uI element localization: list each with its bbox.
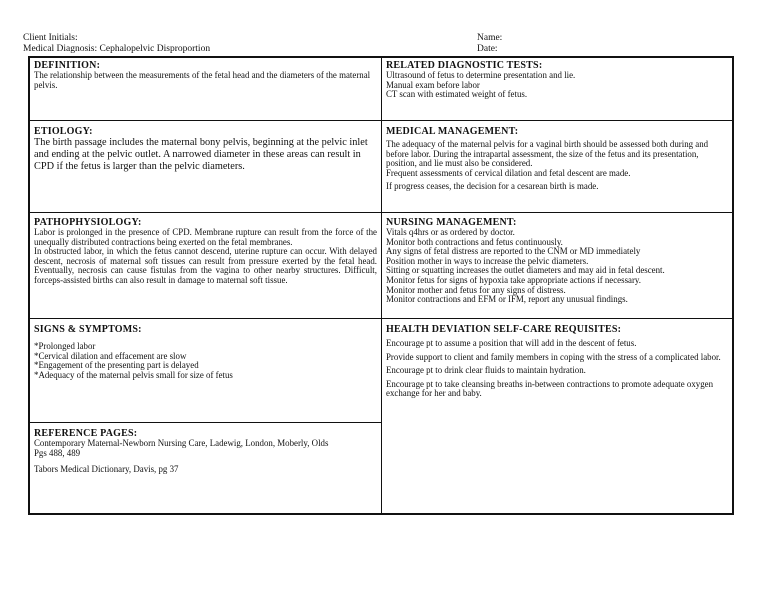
medical-management-item: The adequacy of the maternal pelvis for a vaginal birth should be assessed both during and before labor. During the intrapartal assessment, the size of the fetus and its presentation, position, and lie must also be considered.: [386, 139, 709, 169]
medical-management-title: MEDICAL MANAGEMENT:: [386, 126, 519, 137]
pathophysiology-text: In obstructed labor, in which the fetus cannot descend, uterine rupture can occur. With delayed descent, necrosis of maternal soft tissues can result from pressure exerted by the fetal head. Eventually, necrosis can cause fistulas from the vagina to other nearby structures. Difficult, forceps-assisted births can also result in damage to maternal soft tissue.: [34, 246, 377, 285]
definition-text: The relationship between the measurements of the fetal head and the diameters of the maternal pelvis.: [34, 70, 371, 90]
self-care-item: Encourage pt to assume a position that will add in the descent of fetus.: [386, 338, 637, 348]
nursing-management-item: Monitor mother and fetus for any signs of distress.: [386, 284, 566, 295]
nursing-management-item: Any signs of fetal distress are reported to the CNM or MD immediately: [386, 246, 641, 257]
nursing-management-item: Monitor both contractions and fetus continuously.: [386, 236, 563, 247]
symptom-item: *Cervical dilation and effacement are slow: [34, 350, 187, 361]
nursing-management-section: [382, 213, 732, 318]
name-label: Name:: [477, 33, 503, 43]
etiology-text: The birth passage includes the maternal bony pelvis, beginning at the pelvic inlet and ending at the pelvic outlet. A narrowed diameter in these areas can result in CPD if the fetus is larger than the pelvic diameters.: [34, 137, 368, 172]
medical-management-section: [382, 121, 732, 212]
client-initials-label: Client Initials:: [23, 33, 78, 43]
nursing-management-item: Monitor contractions and EFM or IFM, report any unusual findings.: [386, 294, 628, 305]
reference-pages-section: [30, 423, 381, 513]
date-label: Date:: [477, 44, 498, 54]
pathophysiology-text: Labor is prolonged in the presence of CPD. Membrane rupture can result from the force of the unequally distributed contractions being exerted on the fetal membranes.: [34, 227, 377, 247]
reference-item: Tabors Medical Dictionary, Davis, pg 37: [34, 464, 179, 475]
nursing-management-title: NURSING MANAGEMENT:: [386, 217, 517, 228]
etiology-title: ETIOLOGY:: [34, 126, 93, 137]
definition-title: DEFINITION:: [34, 60, 101, 71]
pathophysiology-section: [30, 213, 381, 318]
signs-symptoms-section: [30, 319, 381, 422]
related-test-item: Manual exam before labor: [386, 79, 480, 90]
symptom-item: *Adequacy of the maternal pelvis small for size of fetus: [34, 369, 233, 380]
related-test-item: CT scan with estimated weight of fetus.: [386, 89, 528, 100]
nursing-management-item: Position mother in ways to increase the pelvic diameters.: [386, 255, 589, 266]
nursing-management-item: Monitor fetus for signs of hypoxia take appropriate actions if necessary.: [386, 274, 641, 285]
symptom-item: *Prolonged labor: [34, 341, 96, 351]
self-care-section: [382, 319, 732, 513]
reference-item: Pgs 488, 489: [34, 447, 81, 458]
medical-management-item: If progress ceases, the decision for a cesarean birth is made.: [386, 181, 599, 192]
reference-pages-title: REFERENCE PAGES:: [34, 428, 138, 439]
medical-management-item: Frequent assessments of cervical dilation and fetal descent are made.: [386, 167, 631, 178]
self-care-item: Encourage pt to drink clear fluids to maintain hydration.: [386, 365, 586, 376]
self-care-title: HEALTH DEVIATION SELF-CARE REQUISITES:: [386, 324, 622, 335]
related-test-item: Ultrasound of fetus to determine presentation and lie.: [386, 70, 576, 80]
care-plan-grid: [28, 56, 734, 515]
signs-symptoms-title: SIGNS & SYMPTOMS:: [34, 324, 142, 335]
related-tests-title: RELATED DIAGNOSTIC TESTS:: [386, 60, 543, 71]
self-care-item: Encourage pt to take cleansing breaths in-between contractions to promote adequate oxygen exchange for her and baby.: [386, 378, 714, 399]
definition-section: [30, 58, 381, 120]
nursing-management-item: Vitals q4hrs or as ordered by doctor.: [386, 227, 515, 237]
reference-item: Contemporary Maternal-Newborn Nursing Care, Ladewig, London, Moberly, Olds: [34, 438, 329, 448]
self-care-item: Provide support to client and family members in coping with the stress of a complicated labor.: [386, 351, 721, 362]
medical-diagnosis-label: Medical Diagnosis: Cephalopelvic Disproportion: [23, 44, 211, 54]
nursing-management-item: Sitting or squatting increases the outlet diameters and may aid in fetal descent.: [386, 265, 665, 276]
etiology-section: [30, 121, 381, 212]
pathophysiology-title: PATHOPHYSIOLOGY:: [34, 217, 142, 228]
symptom-item: *Engagement of the presenting part is delayed: [34, 360, 199, 371]
related-tests-section: [382, 58, 732, 120]
